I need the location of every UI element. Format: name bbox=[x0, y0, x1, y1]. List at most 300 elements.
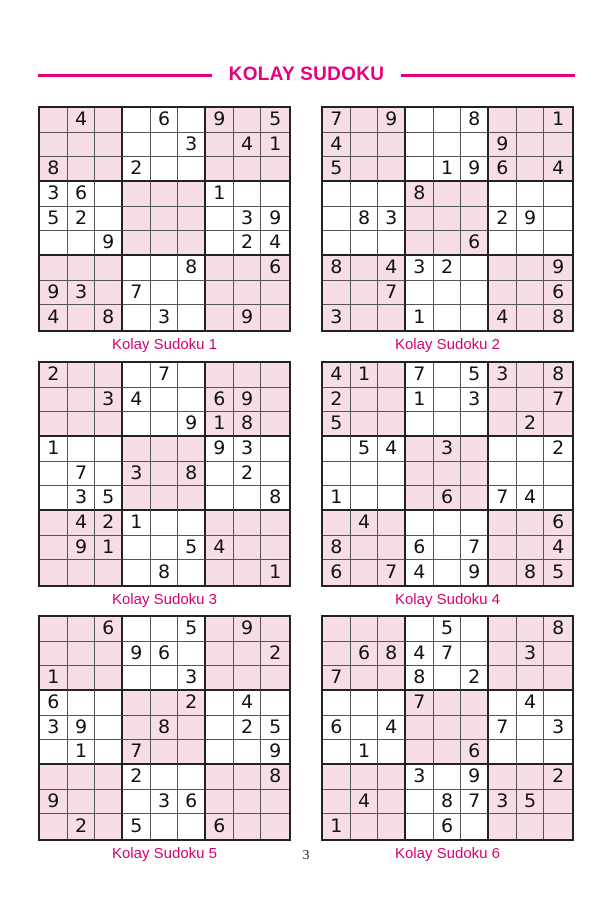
sudoku-cell: 5 bbox=[261, 108, 289, 133]
puzzle-caption: Kolay Sudoku 6 bbox=[394, 845, 501, 862]
sudoku-cell bbox=[40, 462, 68, 487]
sudoku-cell bbox=[206, 765, 234, 790]
sudoku-cell bbox=[178, 108, 206, 133]
sudoku-cell: 4 bbox=[68, 108, 96, 133]
sudoku-cell bbox=[40, 642, 68, 667]
sudoku-cell: 1 bbox=[40, 666, 68, 691]
sudoku-grid bbox=[321, 361, 574, 587]
sudoku-cell bbox=[544, 182, 572, 207]
sudoku-cell bbox=[151, 133, 179, 158]
sudoku-cell bbox=[123, 207, 151, 232]
sudoku-cell bbox=[95, 462, 123, 487]
sudoku-cell bbox=[178, 388, 206, 413]
sudoku-cell bbox=[123, 256, 151, 281]
sudoku-cell bbox=[95, 716, 123, 741]
sudoku-cell bbox=[178, 560, 206, 585]
sudoku-cell: 7 bbox=[434, 642, 462, 667]
sudoku-cell: 5 bbox=[178, 536, 206, 561]
sudoku-cell: 5 bbox=[544, 560, 572, 585]
sudoku-cell bbox=[489, 814, 517, 839]
sudoku-cell bbox=[40, 388, 68, 413]
sudoku-cell bbox=[461, 814, 489, 839]
sudoku-cell bbox=[95, 182, 123, 207]
sudoku-cell bbox=[40, 560, 68, 585]
sudoku-cell: 2 bbox=[95, 511, 123, 536]
sudoku-cell: 9 bbox=[261, 207, 289, 232]
sudoku-cell bbox=[123, 691, 151, 716]
sudoku-cell bbox=[95, 691, 123, 716]
sudoku-cell bbox=[378, 231, 406, 256]
sudoku-cell bbox=[461, 511, 489, 536]
sudoku-cell: 4 bbox=[261, 231, 289, 256]
sudoku-cell: 8 bbox=[434, 790, 462, 815]
sudoku-cell: 7 bbox=[323, 108, 351, 133]
sudoku-cell: 8 bbox=[544, 617, 572, 642]
sudoku-cell bbox=[323, 617, 351, 642]
sudoku-cell: 6 bbox=[178, 790, 206, 815]
sudoku-cell bbox=[206, 281, 234, 306]
sudoku-cell bbox=[206, 305, 234, 330]
sudoku-cell bbox=[261, 536, 289, 561]
sudoku-cell bbox=[378, 536, 406, 561]
sudoku-cell bbox=[206, 133, 234, 158]
sudoku-cell: 9 bbox=[378, 108, 406, 133]
sudoku-cell bbox=[95, 281, 123, 306]
sudoku-cell bbox=[151, 617, 179, 642]
sudoku-cell bbox=[261, 462, 289, 487]
sudoku-cell bbox=[517, 388, 545, 413]
sudoku-cell bbox=[351, 462, 379, 487]
sudoku-cell: 2 bbox=[489, 207, 517, 232]
sudoku-cell bbox=[434, 412, 462, 437]
sudoku-cell bbox=[95, 256, 123, 281]
sudoku-cell: 3 bbox=[406, 256, 434, 281]
sudoku-cell: 7 bbox=[489, 486, 517, 511]
sudoku-cell bbox=[151, 486, 179, 511]
sudoku-cell: 6 bbox=[461, 740, 489, 765]
sudoku-cell bbox=[261, 437, 289, 462]
sudoku-cell bbox=[95, 437, 123, 462]
sudoku-cell bbox=[517, 666, 545, 691]
sudoku-cell bbox=[489, 388, 517, 413]
sudoku-cell: 6 bbox=[434, 814, 462, 839]
sudoku-cell: 4 bbox=[323, 133, 351, 158]
sudoku-cell: 7 bbox=[123, 740, 151, 765]
sudoku-cell: 4 bbox=[517, 691, 545, 716]
sudoku-cell bbox=[95, 133, 123, 158]
sudoku-cell bbox=[351, 691, 379, 716]
sudoku-cell bbox=[40, 231, 68, 256]
sudoku-cell: 9 bbox=[40, 281, 68, 306]
sudoku-cell bbox=[517, 231, 545, 256]
sudoku-cell: 3 bbox=[68, 281, 96, 306]
sudoku-cell bbox=[40, 412, 68, 437]
sudoku-cell: 3 bbox=[178, 133, 206, 158]
sudoku-cell bbox=[351, 182, 379, 207]
sudoku-cell: 2 bbox=[517, 412, 545, 437]
sudoku-cell: 3 bbox=[489, 363, 517, 388]
sudoku-cell bbox=[151, 765, 179, 790]
sudoku-cell bbox=[40, 486, 68, 511]
sudoku-cell: 8 bbox=[461, 108, 489, 133]
sudoku-cell bbox=[178, 157, 206, 182]
sudoku-cell bbox=[351, 231, 379, 256]
sudoku-cell bbox=[461, 716, 489, 741]
sudoku-cell: 6 bbox=[544, 511, 572, 536]
sudoku-cell bbox=[206, 691, 234, 716]
sudoku-cell bbox=[351, 716, 379, 741]
sudoku-cell bbox=[206, 716, 234, 741]
sudoku-cell bbox=[178, 281, 206, 306]
sudoku-cell: 7 bbox=[406, 363, 434, 388]
sudoku-cell bbox=[95, 740, 123, 765]
sudoku-cell bbox=[517, 765, 545, 790]
sudoku-cell bbox=[544, 740, 572, 765]
sudoku-cell bbox=[434, 231, 462, 256]
sudoku-cell: 2 bbox=[68, 814, 96, 839]
sudoku-cell bbox=[68, 412, 96, 437]
sudoku-cell: 9 bbox=[461, 157, 489, 182]
sudoku-cell bbox=[261, 388, 289, 413]
sudoku-cell: 7 bbox=[489, 716, 517, 741]
sudoku-cell bbox=[544, 207, 572, 232]
sudoku-cell: 4 bbox=[378, 256, 406, 281]
sudoku-cell: 8 bbox=[151, 716, 179, 741]
sudoku-cell bbox=[123, 486, 151, 511]
sudoku-cell bbox=[351, 765, 379, 790]
sudoku-cell bbox=[234, 281, 262, 306]
sudoku-cell bbox=[434, 363, 462, 388]
sudoku-cell: 1 bbox=[206, 182, 234, 207]
sudoku-cell bbox=[234, 182, 262, 207]
sudoku-cell bbox=[406, 462, 434, 487]
page-title: KOLAY SUDOKU bbox=[228, 64, 385, 85]
sudoku-cell: 1 bbox=[323, 486, 351, 511]
sudoku-cell: 6 bbox=[434, 486, 462, 511]
sudoku-cell bbox=[261, 182, 289, 207]
sudoku-cell bbox=[351, 412, 379, 437]
sudoku-cell: 4 bbox=[406, 560, 434, 585]
sudoku-cell bbox=[489, 231, 517, 256]
sudoku-cell bbox=[517, 814, 545, 839]
sudoku-cell bbox=[434, 716, 462, 741]
sudoku-cell bbox=[434, 388, 462, 413]
sudoku-cell bbox=[323, 207, 351, 232]
sudoku-cell bbox=[40, 765, 68, 790]
sudoku-cell: 8 bbox=[261, 765, 289, 790]
sudoku-cell bbox=[151, 691, 179, 716]
sudoku-cell bbox=[351, 108, 379, 133]
sudoku-cell bbox=[434, 108, 462, 133]
sudoku-cell bbox=[178, 511, 206, 536]
sudoku-cell bbox=[178, 740, 206, 765]
sudoku-cell bbox=[151, 281, 179, 306]
sudoku-cell bbox=[544, 691, 572, 716]
sudoku-cell bbox=[261, 363, 289, 388]
sudoku-cell: 4 bbox=[68, 511, 96, 536]
sudoku-cell bbox=[95, 666, 123, 691]
sudoku-cell bbox=[261, 617, 289, 642]
sudoku-cell: 5 bbox=[434, 617, 462, 642]
sudoku-cell: 2 bbox=[123, 765, 151, 790]
sudoku-cell bbox=[489, 560, 517, 585]
sudoku-grid bbox=[321, 615, 574, 841]
sudoku-cell bbox=[206, 486, 234, 511]
sudoku-cell bbox=[378, 790, 406, 815]
sudoku-cell: 4 bbox=[351, 511, 379, 536]
sudoku-cell bbox=[151, 388, 179, 413]
sudoku-grid bbox=[38, 361, 291, 587]
sudoku-cell: 6 bbox=[151, 108, 179, 133]
sudoku-cell: 4 bbox=[378, 716, 406, 741]
sudoku-cell: 8 bbox=[40, 157, 68, 182]
sudoku-cell bbox=[323, 691, 351, 716]
sudoku-cell: 9 bbox=[68, 536, 96, 561]
sudoku-cell bbox=[178, 642, 206, 667]
sudoku-cell bbox=[95, 108, 123, 133]
sudoku-cell bbox=[123, 182, 151, 207]
sudoku-cell: 5 bbox=[323, 157, 351, 182]
sudoku-cell: 6 bbox=[151, 642, 179, 667]
sudoku-cell: 5 bbox=[178, 617, 206, 642]
sudoku-cell: 9 bbox=[234, 388, 262, 413]
sudoku-cell bbox=[151, 207, 179, 232]
sudoku-cell bbox=[517, 511, 545, 536]
sudoku-cell bbox=[434, 560, 462, 585]
sudoku-cell bbox=[517, 281, 545, 306]
sudoku-cell bbox=[178, 716, 206, 741]
sudoku-cell bbox=[461, 437, 489, 462]
sudoku-cell bbox=[261, 281, 289, 306]
sudoku-cell bbox=[123, 133, 151, 158]
sudoku-cell bbox=[351, 133, 379, 158]
sudoku-cell bbox=[151, 412, 179, 437]
sudoku-cell bbox=[434, 182, 462, 207]
sudoku-cell: 2 bbox=[68, 207, 96, 232]
sudoku-cell bbox=[323, 511, 351, 536]
sudoku-cell bbox=[234, 486, 262, 511]
sudoku-cell bbox=[206, 790, 234, 815]
sudoku-cell bbox=[378, 765, 406, 790]
sudoku-cell bbox=[123, 716, 151, 741]
sudoku-cell bbox=[378, 305, 406, 330]
sudoku-cell: 3 bbox=[40, 716, 68, 741]
sudoku-cell bbox=[517, 617, 545, 642]
sudoku-cell bbox=[544, 462, 572, 487]
sudoku-cell bbox=[351, 814, 379, 839]
sudoku-cell bbox=[261, 790, 289, 815]
sudoku-cell: 3 bbox=[434, 437, 462, 462]
sudoku-cell: 9 bbox=[544, 256, 572, 281]
sudoku-cell: 2 bbox=[234, 231, 262, 256]
sudoku-cell bbox=[461, 462, 489, 487]
sudoku-cell bbox=[378, 814, 406, 839]
sudoku-cell bbox=[178, 182, 206, 207]
sudoku-cell: 1 bbox=[406, 305, 434, 330]
puzzle-caption: Kolay Sudoku 2 bbox=[394, 336, 501, 353]
sudoku-cell bbox=[95, 363, 123, 388]
sudoku-cell: 3 bbox=[234, 437, 262, 462]
sudoku-cell bbox=[261, 157, 289, 182]
sudoku-cell bbox=[206, 157, 234, 182]
sudoku-cell: 8 bbox=[351, 207, 379, 232]
sudoku-cell bbox=[461, 256, 489, 281]
sudoku-cell: 7 bbox=[151, 363, 179, 388]
sudoku-cell bbox=[378, 462, 406, 487]
sudoku-cell bbox=[323, 642, 351, 667]
sudoku-cell bbox=[68, 642, 96, 667]
sudoku-cell: 1 bbox=[261, 560, 289, 585]
page-header bbox=[0, 62, 613, 90]
sudoku-cell bbox=[206, 511, 234, 536]
sudoku-cell: 9 bbox=[517, 207, 545, 232]
sudoku-cell bbox=[461, 182, 489, 207]
sudoku-cell bbox=[68, 231, 96, 256]
sudoku-grid bbox=[38, 615, 291, 841]
sudoku-cell bbox=[517, 363, 545, 388]
sudoku-cell bbox=[123, 560, 151, 585]
sudoku-cell: 3 bbox=[40, 182, 68, 207]
sudoku-cell: 3 bbox=[151, 305, 179, 330]
sudoku-cell bbox=[68, 560, 96, 585]
sudoku-cell bbox=[378, 182, 406, 207]
sudoku-cell bbox=[151, 157, 179, 182]
sudoku-cell bbox=[434, 133, 462, 158]
sudoku-cell: 8 bbox=[323, 536, 351, 561]
sudoku-cell: 2 bbox=[234, 462, 262, 487]
sudoku-cell bbox=[95, 560, 123, 585]
sudoku-cell bbox=[434, 666, 462, 691]
sudoku-cell bbox=[378, 388, 406, 413]
sudoku-cell: 8 bbox=[406, 666, 434, 691]
sudoku-cell bbox=[123, 790, 151, 815]
sudoku-cell bbox=[489, 108, 517, 133]
sudoku-cell: 4 bbox=[406, 642, 434, 667]
sudoku-cell: 8 bbox=[517, 560, 545, 585]
sudoku-cell bbox=[206, 363, 234, 388]
sudoku-cell bbox=[351, 486, 379, 511]
sudoku-cell bbox=[95, 642, 123, 667]
sudoku-cell bbox=[406, 511, 434, 536]
sudoku-cell bbox=[151, 666, 179, 691]
sudoku-cell bbox=[261, 691, 289, 716]
sudoku-cell: 8 bbox=[151, 560, 179, 585]
page-number: 3 bbox=[302, 848, 310, 863]
sudoku-cell bbox=[489, 765, 517, 790]
sudoku-cell bbox=[544, 642, 572, 667]
sudoku-puzzle-3 bbox=[38, 361, 291, 609]
sudoku-cell bbox=[178, 305, 206, 330]
sudoku-cell bbox=[378, 511, 406, 536]
sudoku-cell bbox=[489, 740, 517, 765]
sudoku-cell: 9 bbox=[261, 740, 289, 765]
sudoku-cell bbox=[206, 617, 234, 642]
sudoku-puzzle-2 bbox=[321, 106, 574, 354]
sudoku-cell bbox=[234, 765, 262, 790]
sudoku-cell: 1 bbox=[351, 363, 379, 388]
sudoku-cell bbox=[206, 740, 234, 765]
sudoku-cell bbox=[544, 231, 572, 256]
sudoku-cell bbox=[234, 108, 262, 133]
sudoku-cell bbox=[378, 666, 406, 691]
sudoku-cell bbox=[489, 281, 517, 306]
sudoku-cell bbox=[178, 486, 206, 511]
sudoku-cell bbox=[178, 231, 206, 256]
sudoku-cell bbox=[234, 642, 262, 667]
sudoku-cell: 3 bbox=[178, 666, 206, 691]
sudoku-cell: 4 bbox=[234, 133, 262, 158]
sudoku-cell bbox=[206, 462, 234, 487]
sudoku-cell: 3 bbox=[406, 765, 434, 790]
sudoku-cell bbox=[406, 207, 434, 232]
sudoku-cell: 7 bbox=[461, 536, 489, 561]
sudoku-cell bbox=[234, 363, 262, 388]
sudoku-cell bbox=[206, 666, 234, 691]
sudoku-cell bbox=[40, 108, 68, 133]
sudoku-cell: 4 bbox=[206, 536, 234, 561]
sudoku-cell: 2 bbox=[544, 437, 572, 462]
sudoku-cell bbox=[178, 765, 206, 790]
sudoku-cell: 7 bbox=[378, 281, 406, 306]
sudoku-grid bbox=[38, 106, 291, 332]
sudoku-cell: 6 bbox=[406, 536, 434, 561]
sudoku-cell: 3 bbox=[517, 642, 545, 667]
sudoku-cell bbox=[517, 462, 545, 487]
sudoku-cell bbox=[123, 617, 151, 642]
sudoku-cell bbox=[434, 765, 462, 790]
sudoku-cell bbox=[68, 666, 96, 691]
sudoku-cell bbox=[461, 281, 489, 306]
sudoku-cell bbox=[378, 617, 406, 642]
sudoku-cell: 1 bbox=[68, 740, 96, 765]
sudoku-cell bbox=[40, 536, 68, 561]
sudoku-cell: 4 bbox=[234, 691, 262, 716]
sudoku-cell: 9 bbox=[68, 716, 96, 741]
sudoku-cell bbox=[40, 814, 68, 839]
sudoku-cell: 7 bbox=[461, 790, 489, 815]
sudoku-cell bbox=[234, 740, 262, 765]
sudoku-cell: 1 bbox=[95, 536, 123, 561]
sudoku-cell: 8 bbox=[178, 256, 206, 281]
sudoku-cell bbox=[461, 642, 489, 667]
sudoku-cell bbox=[544, 412, 572, 437]
sudoku-cell: 2 bbox=[123, 157, 151, 182]
sudoku-cell bbox=[406, 231, 434, 256]
sudoku-cell bbox=[261, 814, 289, 839]
sudoku-cell bbox=[489, 536, 517, 561]
sudoku-cell: 8 bbox=[544, 305, 572, 330]
sudoku-cell bbox=[323, 281, 351, 306]
sudoku-cell: 7 bbox=[406, 691, 434, 716]
sudoku-cell: 8 bbox=[323, 256, 351, 281]
sudoku-cell bbox=[434, 281, 462, 306]
sudoku-cell bbox=[323, 182, 351, 207]
sudoku-cell bbox=[123, 666, 151, 691]
sudoku-cell bbox=[234, 256, 262, 281]
sudoku-cell: 9 bbox=[178, 412, 206, 437]
sudoku-cell: 3 bbox=[544, 716, 572, 741]
sudoku-cell bbox=[323, 765, 351, 790]
sudoku-cell bbox=[68, 133, 96, 158]
sudoku-cell bbox=[378, 363, 406, 388]
sudoku-cell bbox=[323, 231, 351, 256]
sudoku-cell bbox=[68, 305, 96, 330]
sudoku-cell bbox=[489, 642, 517, 667]
sudoku-cell bbox=[378, 133, 406, 158]
sudoku-puzzle-6 bbox=[321, 615, 574, 863]
sudoku-cell: 3 bbox=[234, 207, 262, 232]
sudoku-cell: 9 bbox=[489, 133, 517, 158]
